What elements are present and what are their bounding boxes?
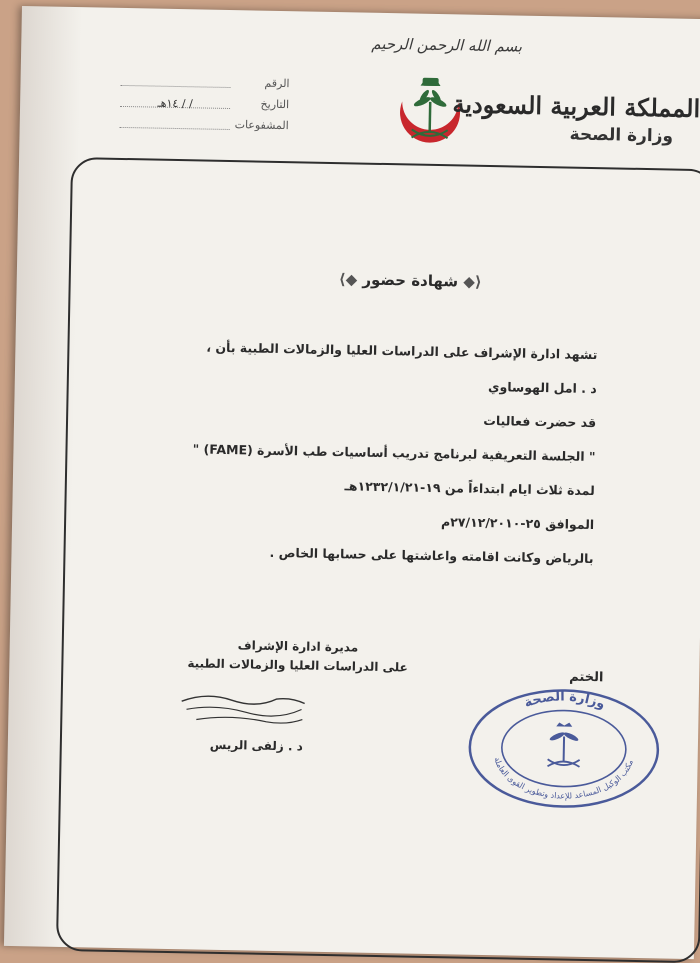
- signatory-title: [187, 637, 408, 679]
- stamp-ring-text: وزارة الصحة: [522, 689, 607, 713]
- body-line: تشهد ادارة الإشراف على الدراسات العليا والزمالات الطبية بأن ،: [195, 339, 598, 362]
- kingdom-name: المملكة العربية السعودية: [530, 91, 700, 123]
- duration-line: لمدة ثلاث ايام ابتداءاً من ١٩-١٢٣٢/١/٢١هـ: [192, 475, 595, 498]
- basmala: بسم الله الرحمن الرحيم: [371, 35, 522, 56]
- attachments-row: [120, 112, 289, 136]
- signatory-title-line: على الدراسات العليا والزمالات الطبية: [187, 656, 408, 674]
- attachments-label: المشفوعات: [234, 118, 289, 132]
- diamond-ornament-icon: ◆⟩: [339, 270, 358, 288]
- stamp-inner-text: مكتب الوكيل المساعد للإعداد وتطوير القوى العاملة: [492, 756, 635, 803]
- handwritten-signature: [176, 687, 312, 732]
- stamp-label: الختم: [569, 670, 604, 686]
- date-value: / / ١٤هـ: [120, 96, 230, 109]
- program-name: " الجلسة التعريفية لبرنامج تدريب أساسيات طب الأسرة (FAME) ": [193, 441, 596, 464]
- location-line: بالرياض وكانت اقامته واعاشتها على حسابها الخاص .: [191, 543, 594, 566]
- signatory-name: د . زلفى الريس: [210, 738, 303, 754]
- body-line: قد حضرت فعاليات: [193, 407, 596, 430]
- ministry-name: وزارة الصحة: [529, 124, 699, 147]
- reference-number-label: الرقم: [234, 76, 289, 90]
- gregorian-date-line: الموافق ٢٥-٢٧/١٢/٢٠١٠م: [191, 509, 594, 532]
- recipient-name: د . امل الهوساوي: [194, 373, 597, 396]
- date-label: التاريخ: [234, 97, 289, 111]
- diamond-ornament-icon: ⟨◆: [463, 273, 482, 291]
- official-stamp: [463, 685, 665, 814]
- signatory-title-line: مديرة ادارة الإشراف: [188, 637, 409, 655]
- document-page: [4, 6, 700, 959]
- certificate-title-text: شهادة حضور: [362, 271, 458, 291]
- stamp-emblem-icon: [548, 722, 581, 767]
- reference-number-value: [120, 75, 230, 88]
- certificate-title: [339, 270, 482, 291]
- attachments-value: [120, 117, 230, 130]
- reference-fields: [120, 70, 290, 136]
- certificate-body: [190, 339, 597, 585]
- letterhead: [529, 91, 700, 147]
